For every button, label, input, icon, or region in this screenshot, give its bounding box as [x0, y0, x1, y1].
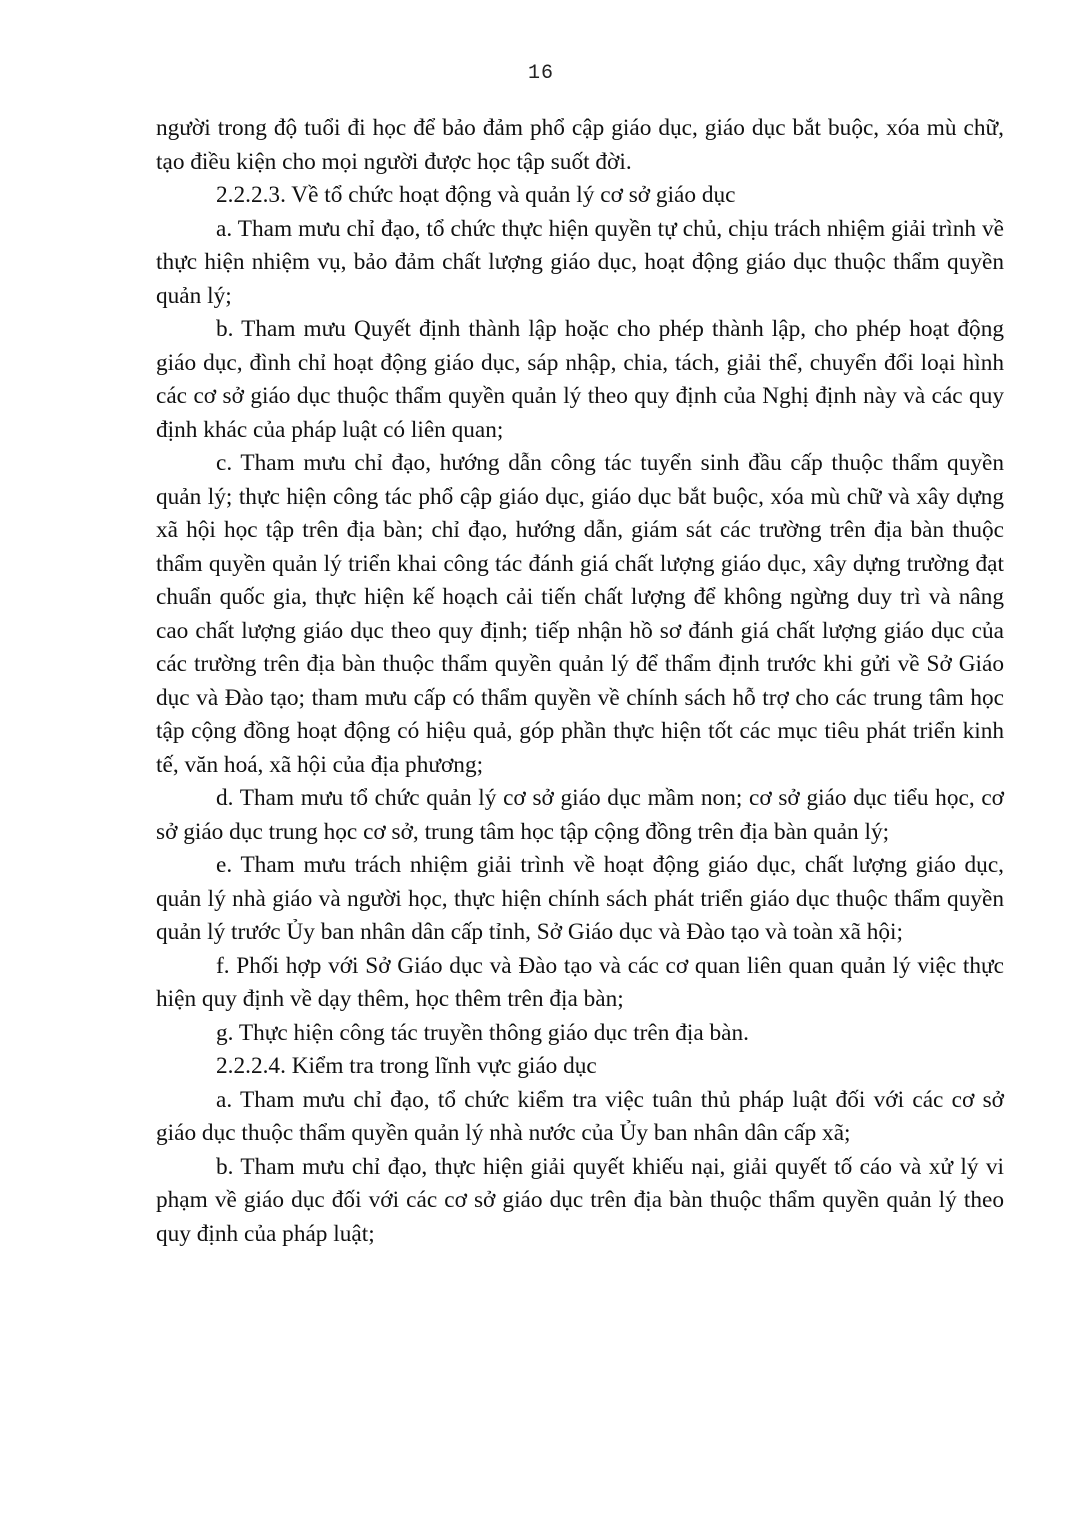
section-heading-2-2-2-3: 2.2.2.3. Về tổ chức hoạt động và quản lý cơ sở giáo dục [216, 182, 736, 208]
paragraph-item-e: e. Tham mưu trách nhiệm giải trình về hoạt động giáo dục, chất lượng giáo dục, quản lý nhà giáo và người học, thực hiện chính sách phát triển giáo dục thuộc thẩm quyền quản lý trước Ủy ban nhân dân cấp tỉnh, Sở Giáo dục và Đào tạo và toàn xã hội; [156, 852, 1004, 945]
page-number: 16 [527, 62, 554, 85]
paragraph-continuation: người trong độ tuổi đi học để bảo đảm phổ cập giáo dục, giáo dục bắt buộc, xóa mù chữ, tạo điều kiện cho mọi người được học tập suốt đời. [156, 115, 1004, 175]
paragraph-item-c: c. Tham mưu chỉ đạo, hướng dẫn công tác tuyển sinh đầu cấp thuộc thẩm quyền quản lý; thực hiện công tác phổ cập giáo dục, giáo dục bắt buộc, xóa mù chữ và xây dựng xã hội học tập trên địa bàn; chỉ đạo, hướng dẫn, giám sát các trường trên địa bàn thuộc thẩm quyền quản lý triển khai công tác đánh giá chất lượng giáo dục, xây dựng trường đạt chuẩn quốc gia, thực hiện kế hoạch cải tiến chất lượng để không ngừng duy trì và nâng cao chất lượng giáo dục theo quy định; tiếp nhận hồ sơ đánh giá chất lượng giáo dục của các trường trên địa bàn thuộc thẩm quyền quản lý để thẩm định trước khi gửi về Sở Giáo dục và Đào tạo; tham mưu cấp có thẩm quyền về chính sách hỗ trợ cho các trung tâm học tập cộng đồng hoạt động có hiệu quả, góp phần thực hiện tốt các mục tiêu phát triển kinh tế, văn hoá, xã hội của địa phương; [156, 450, 1004, 778]
paragraph-item-f: f. Phối hợp với Sở Giáo dục và Đào tạo và các cơ quan liên quan quản lý việc thực hiện quy định về dạy thêm, học thêm trên địa bàn; [156, 952, 1004, 1012]
paragraph-item-b: b. Tham mưu Quyết định thành lập hoặc cho phép thành lập, cho phép hoạt động giáo dục, đình chỉ hoạt động giáo dục, sáp nhập, chia, tách, giải thể, chuyển đổi loại hình các cơ sở giáo dục thuộc thẩm quyền quản lý theo quy định của Nghị định này và các quy định khác của pháp luật có liên quan; [156, 316, 1004, 443]
paragraph-item-g: g. Thực hiện công tác truyền thông giáo dục trên địa bàn. [216, 1019, 749, 1046]
paragraph-item-b-inspection: b. Tham mưu chỉ đạo, thực hiện giải quyết khiếu nại, giải quyết tố cáo và xử lý vi phạm về giáo dục đối với các cơ sở giáo dục trên địa bàn thuộc thẩm quyền quản lý theo quy định của pháp luật; [156, 1153, 1004, 1247]
paragraph-item-a-inspection: a. Tham mưu chỉ đạo, tổ chức kiểm tra việc tuân thủ pháp luật đối với các cơ sở giáo dục thuộc thẩm quyền quản lý nhà nước của Ủy ban nhân dân cấp xã; [156, 1086, 1004, 1146]
paragraph-item-d: d. Tham mưu tổ chức quản lý cơ sở giáo dục mầm non; cơ sở giáo dục tiểu học, cơ sở giáo dục trung học cơ sở, trung tâm học tập cộng đồng trên địa bàn quản lý; [156, 785, 1004, 845]
section-heading-2-2-2-4: 2.2.2.4. Kiểm tra trong lĩnh vực giáo dục [216, 1053, 597, 1079]
paragraph-item-a: a. Tham mưu chỉ đạo, tổ chức thực hiện quyền tự chủ, chịu trách nhiệm giải trình về thực hiện nhiệm vụ, bảo đảm chất lượng giáo dục, hoạt động giáo dục thuộc thẩm quyền quản lý; [156, 215, 1004, 309]
document-body [156, 112, 1004, 1251]
